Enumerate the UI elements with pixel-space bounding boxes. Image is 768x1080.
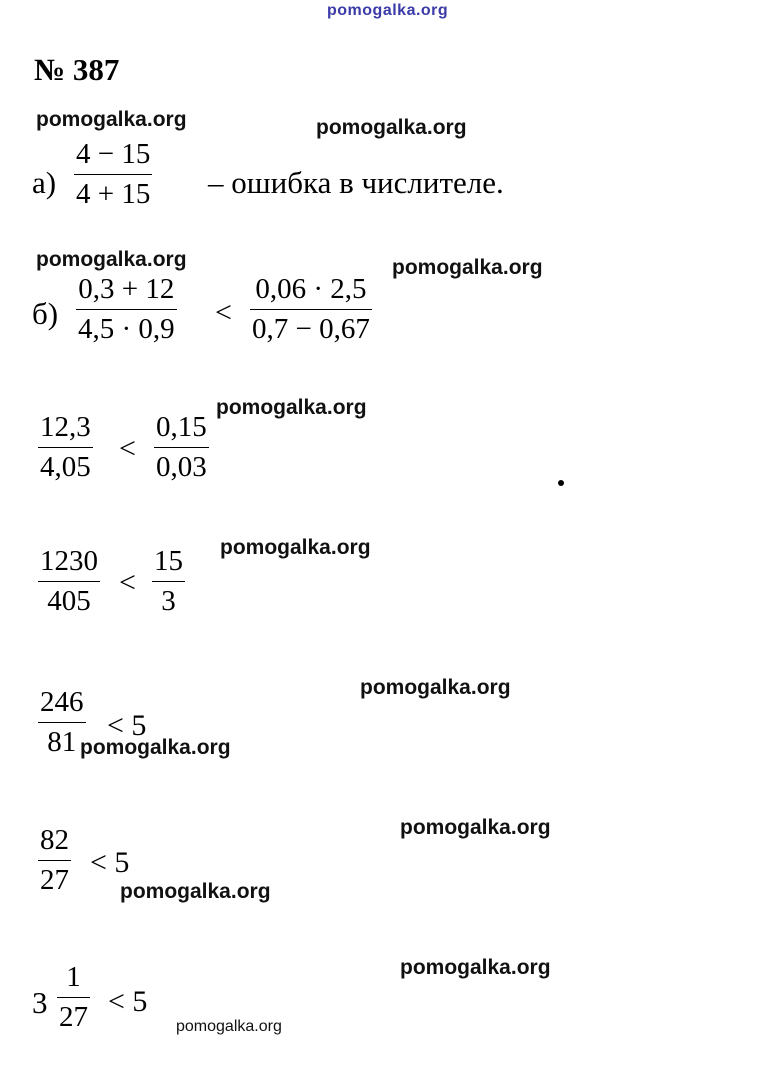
step-2-relation: < [119, 566, 136, 599]
step-2-lhs-fraction [38, 547, 100, 616]
problem-number: № 387 [34, 52, 120, 87]
step-3-lhs-numerator: 246 [40, 686, 84, 718]
part-b-rhs-fraction [250, 275, 372, 344]
part-b-relation: < [215, 296, 232, 329]
part-b-rhs-denominator: 0,7 − 0,67 [252, 313, 370, 345]
step-5-denominator: 27 [59, 1001, 88, 1033]
step-1-relation: < [119, 432, 136, 465]
step-2-lhs-numerator: 1230 [40, 545, 98, 577]
step-5-numerator: 1 [66, 961, 81, 993]
part-a-comment: – ошибка в числителе. [208, 165, 504, 200]
step-5-whole: 3 [32, 985, 48, 1020]
step-4-lhs-fraction [38, 826, 71, 895]
step-5-relation: < 5 [108, 985, 148, 1018]
watermark: pomogalka.org [120, 880, 271, 903]
watermark-top: pomogalka.org [327, 2, 449, 19]
part-a-fraction [74, 140, 152, 209]
step-1-rhs-numerator: 0,15 [156, 411, 207, 443]
part-b-lhs-fraction [76, 275, 177, 344]
step-3-lhs-denominator: 81 [47, 726, 77, 758]
part-b-lhs-denominator: 4,5 · 0,9 [78, 313, 175, 345]
step-2-rhs-fraction [152, 547, 185, 616]
step-1-rhs-fraction [154, 413, 209, 482]
watermark: pomogalka.org [216, 396, 367, 419]
watermark: pomogalka.org [80, 736, 231, 759]
step-2-lhs-denominator: 405 [47, 585, 91, 617]
dot-mark [558, 480, 564, 486]
watermark: pomogalka.org [400, 956, 551, 979]
step-2-rhs-numerator: 15 [154, 545, 183, 577]
watermark: pomogalka.org [36, 248, 187, 271]
part-b-lhs-numerator: 0,3 + 12 [78, 273, 175, 305]
step-1-rhs-denominator: 0,03 [156, 451, 207, 483]
watermark: pomogalka.org [316, 116, 467, 139]
step-4-lhs-numerator: 82 [40, 824, 69, 856]
part-b-rhs-numerator: 0,06 · 2,5 [255, 273, 367, 305]
part-a-label: а) [32, 165, 57, 200]
step-1-lhs-numerator: 12,3 [40, 411, 91, 443]
step-1-lhs-fraction [38, 413, 93, 482]
part-b-label: б) [32, 296, 59, 331]
watermark: pomogalka.org [36, 108, 187, 131]
watermark: pomogalka.org [220, 536, 371, 559]
step-3-lhs-fraction [38, 688, 86, 757]
step-4-lhs-denominator: 27 [40, 864, 69, 896]
watermark-small: pomogalka.org [176, 1018, 282, 1035]
step-4-relation: < 5 [90, 846, 130, 879]
step-5-fraction [57, 963, 90, 1032]
part-a-numerator: 4 − 15 [76, 138, 151, 170]
step-1-lhs-denominator: 4,05 [40, 451, 91, 483]
watermark: pomogalka.org [392, 256, 543, 279]
step-2-rhs-denominator: 3 [161, 585, 176, 617]
watermark: pomogalka.org [360, 676, 511, 699]
part-a-denominator: 4 + 15 [76, 178, 151, 210]
step-3-relation: < 5 [107, 709, 147, 742]
watermark: pomogalka.org [400, 816, 551, 839]
